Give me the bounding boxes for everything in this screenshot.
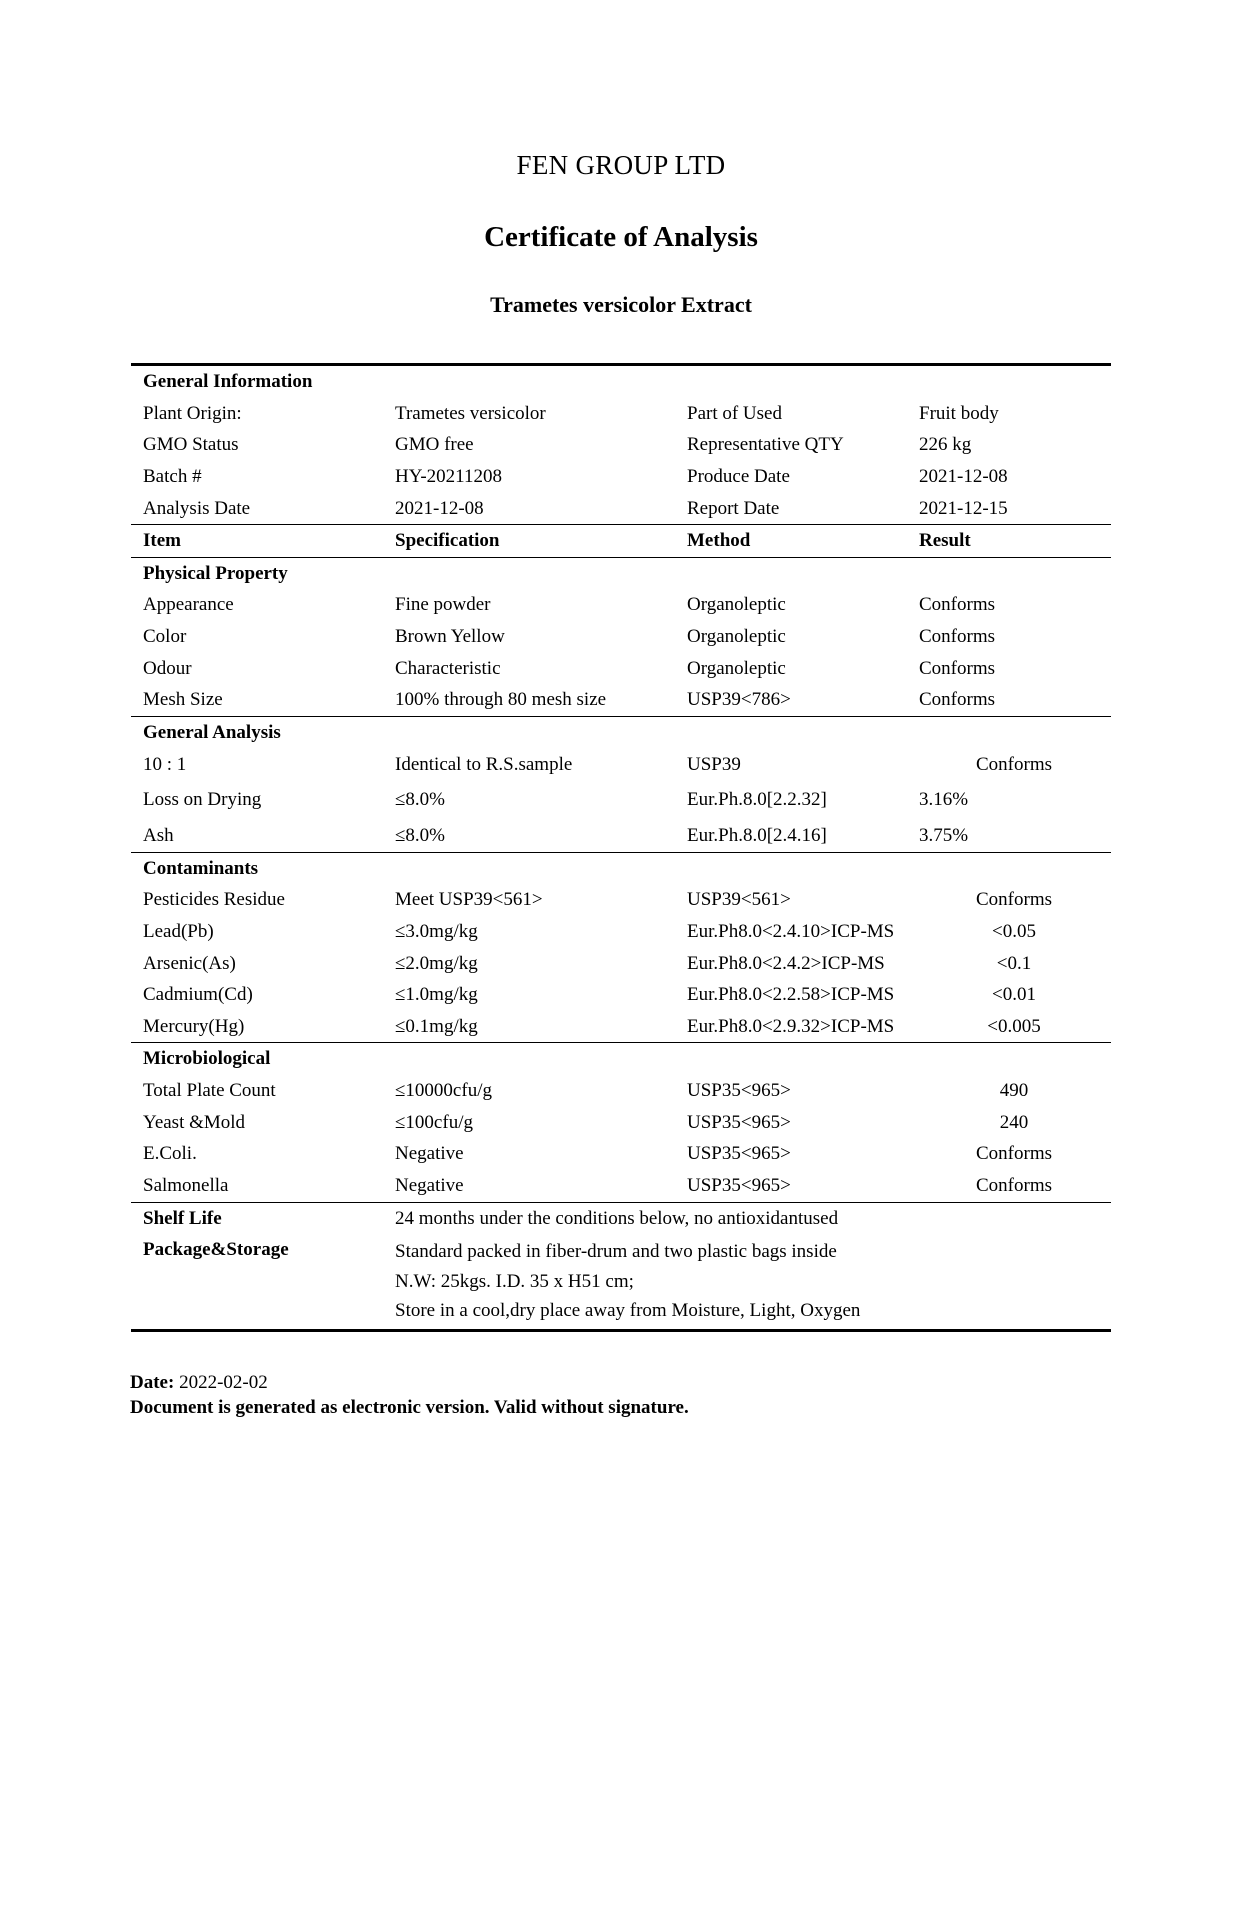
row-method: Organoleptic	[687, 626, 786, 648]
row-item: Ash	[131, 820, 395, 852]
table-row	[131, 1107, 1111, 1139]
package-storage-value	[395, 1234, 1111, 1330]
section-title-general-analysis: General Analysis	[143, 722, 281, 744]
row-item: Mesh Size	[131, 684, 395, 716]
column-header-item: Item	[131, 525, 395, 558]
gi-value2: Fruit body	[919, 402, 999, 424]
table-row	[131, 916, 1111, 948]
footer-date	[130, 1372, 1242, 1394]
column-header-specification: Specification	[395, 525, 687, 558]
row-spec: Negative	[395, 1143, 464, 1165]
row-result: Conforms	[976, 753, 1052, 775]
table-row	[131, 1170, 1111, 1202]
row-result: Conforms	[919, 657, 995, 679]
row-spec: Fine powder	[395, 594, 491, 616]
spacer-cell	[687, 1043, 919, 1075]
section-title-physical-property: Physical Property	[143, 562, 288, 584]
table-row	[131, 1075, 1111, 1107]
row-result: Conforms	[919, 626, 995, 648]
row-spec: Brown Yellow	[395, 626, 505, 648]
gi-label: Plant Origin:	[143, 402, 242, 424]
spacer-cell	[395, 717, 687, 749]
row-method: Organoleptic	[687, 594, 786, 616]
row-method: USP35<965>	[687, 1111, 791, 1133]
gi-label2: Report Date	[687, 493, 919, 525]
row-result: Conforms	[976, 889, 1052, 911]
row-spec: 100% through 80 mesh size	[395, 684, 687, 716]
table-row	[131, 461, 1111, 493]
package-storage-line3: Store in a cool,dry place away from Moisture, Light, Oxygen	[395, 1300, 861, 1322]
row-spec: ≤10000cfu/g	[395, 1080, 492, 1102]
row-result: 490	[999, 1080, 1029, 1102]
row-item: Yeast &Mold	[143, 1111, 246, 1133]
row-spec: ≤100cfu/g	[395, 1111, 473, 1133]
gi-value2: 2021-12-08	[919, 465, 1008, 487]
package-storage-line2: N.W: 25kgs. I.D. 35 x H51 cm;	[395, 1270, 634, 1292]
section-title-contaminants: Contaminants	[143, 857, 259, 879]
row-item: Lead(Pb)	[143, 920, 214, 942]
row-method: USP35<965>	[687, 1143, 791, 1165]
section-header-row	[131, 852, 1111, 884]
row-spec: Identical to R.S.sample	[395, 753, 573, 775]
shelf-life-value: 24 months under the conditions below, no antioxidantused	[395, 1207, 839, 1229]
spacer-cell	[395, 852, 687, 884]
row-result: <0.05	[992, 920, 1036, 942]
row-result: <0.005	[919, 1011, 1111, 1043]
gi-value: HY-20211208	[395, 465, 502, 487]
table-row	[131, 621, 1111, 653]
spacer-cell	[919, 557, 1111, 589]
package-storage-label: Package&Storage	[131, 1234, 395, 1330]
spacer-cell	[395, 557, 687, 589]
row-result: Conforms	[919, 1170, 1111, 1202]
table-row	[131, 429, 1111, 461]
package-storage-row	[131, 1234, 1111, 1330]
row-spec: ≤3.0mg/kg	[395, 920, 478, 942]
table-row	[131, 820, 1111, 852]
row-method: USP39<786>	[687, 684, 919, 716]
row-method: USP39<561>	[687, 889, 791, 911]
row-item: 10 : 1	[143, 753, 187, 775]
gi-value: 2021-12-08	[395, 493, 687, 525]
row-method: Eur.Ph8.0<2.4.10>ICP-MS	[687, 920, 895, 942]
row-method: Eur.Ph8.0<2.2.58>ICP-MS	[687, 984, 895, 1006]
row-result: Conforms	[976, 1143, 1052, 1165]
footer-notice: Document is generated as electronic version. Valid without signature.	[130, 1396, 689, 1418]
spacer-cell	[687, 557, 919, 589]
row-spec: Negative	[395, 1170, 687, 1202]
shelf-life-label: Shelf Life	[143, 1207, 222, 1229]
row-method: Organoleptic	[687, 657, 786, 679]
row-item: Color	[143, 626, 187, 648]
footer-date-value: 2022-02-02	[179, 1371, 268, 1393]
table-row	[131, 749, 1111, 785]
shelf-life-row	[131, 1202, 1111, 1234]
gi-value: GMO free	[395, 434, 474, 456]
section-header-row	[131, 717, 1111, 749]
row-method: Eur.Ph.8.0[2.2.32]	[687, 789, 827, 811]
column-header-result: Result	[919, 525, 1111, 558]
row-item: Salmonella	[131, 1170, 395, 1202]
company-name: FEN GROUP LTD	[516, 150, 726, 180]
spacer-cell	[919, 717, 1111, 749]
gi-label: GMO Status	[143, 434, 239, 456]
table-row	[131, 1138, 1111, 1170]
spacer-cell	[687, 717, 919, 749]
product-title: Trametes versicolor Extract	[490, 292, 752, 317]
general-information-title: General Information	[131, 365, 395, 398]
spacer-cell	[919, 365, 1111, 398]
spacer-cell	[919, 852, 1111, 884]
package-storage-line1: Standard packed in fiber-drum and two plastic bags inside	[395, 1241, 837, 1263]
gi-label: Batch #	[143, 465, 202, 487]
row-result: 240	[999, 1111, 1029, 1133]
table-row	[131, 684, 1111, 716]
section-title-microbiological: Microbiological	[143, 1048, 271, 1070]
row-item: Pesticides Residue	[143, 889, 285, 911]
table-row	[131, 1011, 1111, 1043]
row-item: Mercury(Hg)	[131, 1011, 395, 1043]
row-item: Cadmium(Cd)	[143, 984, 253, 1006]
row-spec: ≤2.0mg/kg	[395, 952, 478, 974]
spacer-cell	[919, 1043, 1111, 1075]
table-row	[131, 589, 1111, 621]
table-row	[131, 948, 1111, 980]
coa-table	[131, 363, 1111, 1332]
row-result: 3.16%	[919, 789, 969, 811]
row-method: Eur.Ph8.0<2.9.32>ICP-MS	[687, 1011, 919, 1043]
gi-value: Trametes versicolor	[395, 402, 546, 424]
document-title: Certificate of Analysis	[484, 221, 758, 253]
spacer-cell	[687, 852, 919, 884]
row-method: Eur.Ph8.0<2.4.2>ICP-MS	[687, 952, 885, 974]
gi-value2: 226 kg	[919, 434, 972, 456]
row-result: 3.75%	[919, 820, 1111, 852]
row-item: Arsenic(As)	[143, 952, 236, 974]
row-method: Eur.Ph.8.0[2.4.16]	[687, 820, 919, 852]
table-row	[131, 653, 1111, 685]
row-result: Conforms	[919, 684, 1111, 716]
row-result: <0.01	[992, 984, 1036, 1006]
spacer-cell	[395, 1043, 687, 1075]
row-spec: ≤8.0%	[395, 789, 446, 811]
table-row	[131, 398, 1111, 430]
row-method: USP39	[687, 753, 741, 775]
document-footer	[130, 1372, 1242, 1419]
row-spec: Meet USP39<561>	[395, 889, 543, 911]
row-spec: Characteristic	[395, 657, 501, 679]
spacer-cell	[687, 365, 919, 398]
row-item: Appearance	[143, 594, 234, 616]
column-header-method: Method	[687, 525, 919, 558]
row-spec: ≤0.1mg/kg	[395, 1011, 687, 1043]
gi-value2: 2021-12-15	[919, 493, 1111, 525]
row-method: USP35<965>	[687, 1080, 791, 1102]
spacer-cell	[395, 365, 687, 398]
table-row	[131, 884, 1111, 916]
row-item: Total Plate Count	[143, 1080, 276, 1102]
row-spec: ≤8.0%	[395, 820, 687, 852]
footer-date-label: Date:	[130, 1371, 175, 1393]
table-row	[131, 493, 1111, 525]
document-page	[0, 150, 1242, 1905]
gi-label: Analysis Date	[131, 493, 395, 525]
gi-label2: Representative QTY	[687, 434, 844, 456]
gi-label2: Produce Date	[687, 465, 790, 487]
row-item: Odour	[143, 657, 192, 679]
table-row	[131, 784, 1111, 820]
row-result: <0.1	[996, 952, 1032, 974]
row-item: Loss on Drying	[143, 789, 262, 811]
table-row	[131, 979, 1111, 1011]
row-spec: ≤1.0mg/kg	[395, 984, 478, 1006]
section-header-row	[131, 1043, 1111, 1075]
row-method: USP35<965>	[687, 1170, 919, 1202]
row-result: Conforms	[919, 594, 995, 616]
column-header-row	[131, 525, 1111, 558]
gi-label2: Part of Used	[687, 402, 782, 424]
general-information-header-row	[131, 365, 1111, 398]
row-item: E.Coli.	[143, 1143, 197, 1165]
section-header-row	[131, 557, 1111, 589]
